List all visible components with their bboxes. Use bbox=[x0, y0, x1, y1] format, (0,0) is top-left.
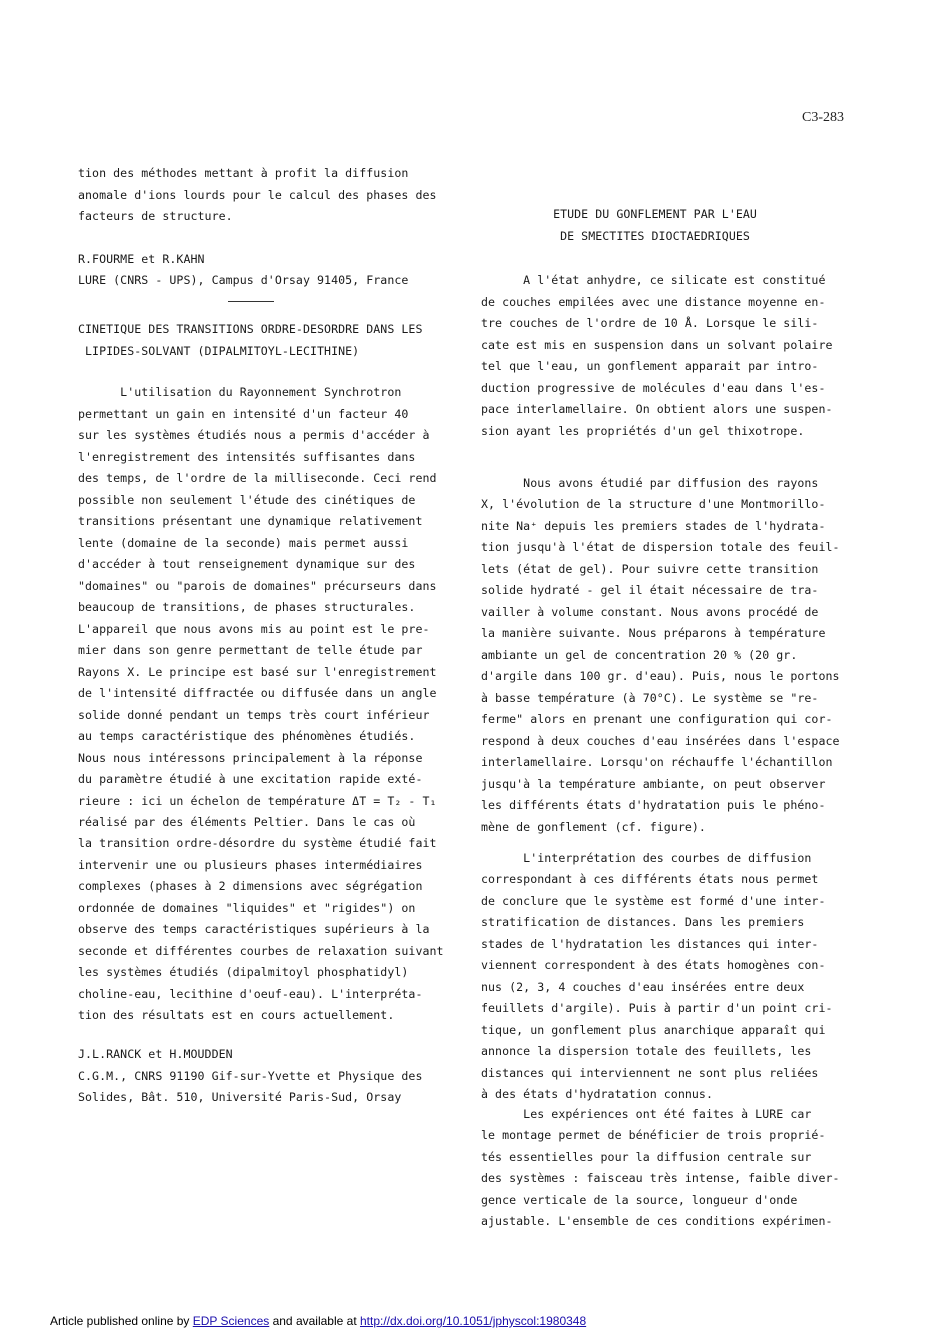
left-line-5: LURE (CNRS - UPS), Campus d'Orsay 91405, France bbox=[78, 273, 409, 287]
left-line-35: les systèmes étudiés (dipalmitoyl phosphatidyl) bbox=[78, 965, 409, 979]
right-line-33: viennent correspondent à des états homogènes con- bbox=[481, 958, 826, 972]
right-line-36: tique, un gonflement plus anarchique apparaît qui bbox=[481, 1023, 826, 1037]
right-line-15: lets (état de gel). Pour suivre cette transition bbox=[481, 562, 819, 576]
right-line-1: ETUDE DU GONFLEMENT PAR L'EAU bbox=[553, 207, 757, 221]
left-line-22: de l'intensité diffractée ou diffusée dans un angle bbox=[78, 686, 437, 700]
footer-prefix: Article published online by bbox=[50, 1314, 193, 1328]
right-line-27: mène de gonflement (cf. figure). bbox=[481, 820, 706, 834]
publication-footer bbox=[50, 1314, 586, 1328]
left-line-16: d'accéder à tout renseignement dynamique sur des bbox=[78, 557, 416, 571]
left-line-17: "domaines" ou "parois de domaines" précurseurs dans bbox=[78, 579, 437, 593]
right-line-5: tre couches de l'ordre de 10 Å. Lorsque le sili- bbox=[481, 316, 819, 330]
right-line-44: gence verticale de la source, longueur d'onde bbox=[481, 1193, 798, 1207]
left-line-32: ordonnée de domaines "liquides" et "rigides") on bbox=[78, 901, 416, 915]
right-line-17: vailler à volume constant. Nous avons procédé de bbox=[481, 605, 819, 619]
left-line-23: solide donné pendant un temps très court inférieur bbox=[78, 708, 430, 722]
right-line-12: X, l'évolution de la structure d'une Montmorillo- bbox=[481, 497, 826, 511]
right-line-3: A l'état anhydre, ce silicate est constitué bbox=[481, 273, 826, 287]
right-line-8: duction progressive de molécules d'eau dans l'es- bbox=[481, 381, 826, 395]
right-line-22: ferme" alors en prenant une configuration qui cor- bbox=[481, 712, 833, 726]
right-line-7: tel que l'eau, un gonflement apparait par intro- bbox=[481, 359, 819, 373]
left-line-37: tion des résultats est en cours actuellement. bbox=[78, 1008, 395, 1022]
left-line-13: possible non seulement l'étude des cinétiques de bbox=[78, 493, 416, 507]
right-line-10: sion ayant les propriétés d'un gel thixotrope. bbox=[481, 424, 805, 438]
left-line-8: L'utilisation du Rayonnement Synchrotron bbox=[78, 385, 402, 399]
right-line-39: à des états d'hydratation connus. bbox=[481, 1087, 713, 1101]
left-line-25: Nous nous intéressons principalement à la réponse bbox=[78, 751, 423, 765]
right-line-35: feuillets d'argile). Puis à partir d'un point cri- bbox=[481, 1001, 833, 1015]
right-line-13: nite Na⁺ depuis les premiers stades de l'hydrata- bbox=[481, 519, 826, 533]
left-line-14: transitions présentant une dynamique relativement bbox=[78, 514, 423, 528]
right-line-24: interlamellaire. Lorsqu'on réchauffe l'échantillon bbox=[481, 755, 833, 769]
left-line-2: anomale d'ions lourds pour le calcul des phases des bbox=[78, 188, 437, 202]
left-line-19: L'appareil que nous avons mis au point est le pre- bbox=[78, 622, 430, 636]
footer-middle: and available at bbox=[269, 1314, 360, 1328]
left-line-10: sur les systèmes étudiés nous a permis d'accéder à bbox=[78, 428, 430, 442]
left-line-29: la transition ordre-désordre du système étudié fait bbox=[78, 836, 437, 850]
left-line-7: LIPIDES-SOLVANT (DIPALMITOYL-LECITHINE) bbox=[78, 344, 360, 358]
right-line-34: nus (2, 3, 4 couches d'eau insérées entre deux bbox=[481, 980, 805, 994]
right-line-28: L'interprétation des courbes de diffusion bbox=[481, 851, 812, 865]
right-line-18: la manière suivante. Nous préparons à température bbox=[481, 626, 826, 640]
left-line-3: facteurs de structure. bbox=[78, 209, 233, 223]
left-line-20: mier dans son genre permettant de telle étude par bbox=[78, 643, 423, 657]
edp-sciences-link[interactable]: EDP Sciences bbox=[192, 1314, 270, 1328]
left-line-27: rieure : ici un échelon de température ΔT = T₂ - T₁ bbox=[78, 794, 437, 808]
right-line-19: ambiante un gel de concentration 20 % (20 gr. bbox=[481, 648, 798, 662]
right-line-9: pace interlamellaire. On obtient alors une suspen- bbox=[481, 402, 833, 416]
left-line-34: seconde et différentes courbes de relaxation suivant bbox=[78, 944, 444, 958]
right-line-38: distances qui interviennent ne sont plus reliées bbox=[481, 1066, 819, 1080]
left-line-26: du paramètre étudié à une excitation rapide exté- bbox=[78, 772, 423, 786]
left-line-9: permettant un gain en intensité d'un facteur 40 bbox=[78, 407, 409, 421]
left-line-1: tion des méthodes mettant à profit la diffusion bbox=[78, 166, 409, 180]
right-line-2: DE SMECTITES DIOCTAEDRIQUES bbox=[560, 229, 750, 243]
left-line-12: des temps, de l'ordre de la milliseconde. Ceci rend bbox=[78, 471, 437, 485]
right-line-41: le montage permet de bénéficier de trois proprié- bbox=[481, 1128, 826, 1142]
right-line-6: cate est mis en suspension dans un solvant polaire bbox=[481, 338, 833, 352]
left-line-39: C.G.M., CNRS 91190 Gif-sur-Yvette et Physique des bbox=[78, 1069, 423, 1083]
right-line-20: d'argile dans 100 gr. d'eau). Puis, nous le portons bbox=[481, 669, 840, 683]
right-line-11: Nous avons étudié par diffusion des rayons bbox=[481, 476, 819, 490]
left-line-33: observe des temps caractéristiques supérieurs à la bbox=[78, 922, 430, 936]
right-line-45: ajustable. L'ensemble de ces conditions expérimen- bbox=[481, 1214, 833, 1228]
right-line-30: de conclure que le système est formé d'une inter- bbox=[481, 894, 826, 908]
left-line-24: au temps caractéristique des phénomènes étudiés. bbox=[78, 729, 416, 743]
left-line-38: J.L.RANCK et H.MOUDDEN bbox=[78, 1047, 233, 1061]
right-line-32: stades de l'hydratation les distances qui inter- bbox=[481, 937, 819, 951]
left-line-30: intervenir une ou plusieurs phases intermédiaires bbox=[78, 858, 423, 872]
left-line-21: Rayons X. Le principe est basé sur l'enregistrement bbox=[78, 665, 437, 679]
left-line-15: lente (domaine de la seconde) mais permet aussi bbox=[78, 536, 409, 550]
right-line-31: stratification de distances. Dans les premiers bbox=[481, 915, 805, 929]
right-line-4: de couches empilées avec une distance moyenne en- bbox=[481, 295, 826, 309]
right-line-21: à basse température (à 70°C). Le système se "re- bbox=[481, 691, 819, 705]
left-line-4: R.FOURME et R.KAHN bbox=[78, 252, 205, 266]
left-line-11: l'enregistrement des intensités suffisantes dans bbox=[78, 450, 416, 464]
right-line-14: tion jusqu'à l'état de dispersion totale des feuil- bbox=[481, 540, 840, 554]
doi-link[interactable]: http://dx.doi.org/10.1051/jphyscol:1980348 bbox=[359, 1314, 587, 1328]
right-line-16: solide hydraté - gel il était nécessaire de tra- bbox=[481, 583, 819, 597]
right-line-25: jusqu'à la température ambiante, on peut observer bbox=[481, 777, 826, 791]
right-line-26: les différents états d'hydratation puis le phéno- bbox=[481, 798, 826, 812]
right-line-23: respond à deux couches d'eau insérées dans l'espace bbox=[481, 734, 840, 748]
left-line-40: Solides, Bât. 510, Université Paris-Sud, Orsay bbox=[78, 1090, 402, 1104]
left-line-6: CINETIQUE DES TRANSITIONS ORDRE-DESORDRE DANS LES bbox=[78, 322, 423, 336]
right-line-37: annonce la dispersion totale des feuillets, les bbox=[481, 1044, 812, 1058]
left-line-28: réalisé par des éléments Peltier. Dans le cas où bbox=[78, 815, 416, 829]
page-number: C3-283 bbox=[802, 110, 844, 125]
right-line-29: correspondant à ces différents états nous permet bbox=[481, 872, 819, 886]
left-line-36: choline-eau, lecithine d'oeuf-eau). L'interpréta- bbox=[78, 987, 423, 1001]
left-line-31: complexes (phases à 2 dimensions avec ségrégation bbox=[78, 879, 423, 893]
right-line-43: des systèmes : faisceau très intense, faible diver- bbox=[481, 1171, 840, 1185]
left-line-18: beaucoup de transitions, de phases structurales. bbox=[78, 600, 416, 614]
right-line-40: Les expériences ont été faites à LURE car bbox=[481, 1107, 812, 1121]
right-line-42: tés essentielles pour la diffusion centrale sur bbox=[481, 1150, 812, 1164]
